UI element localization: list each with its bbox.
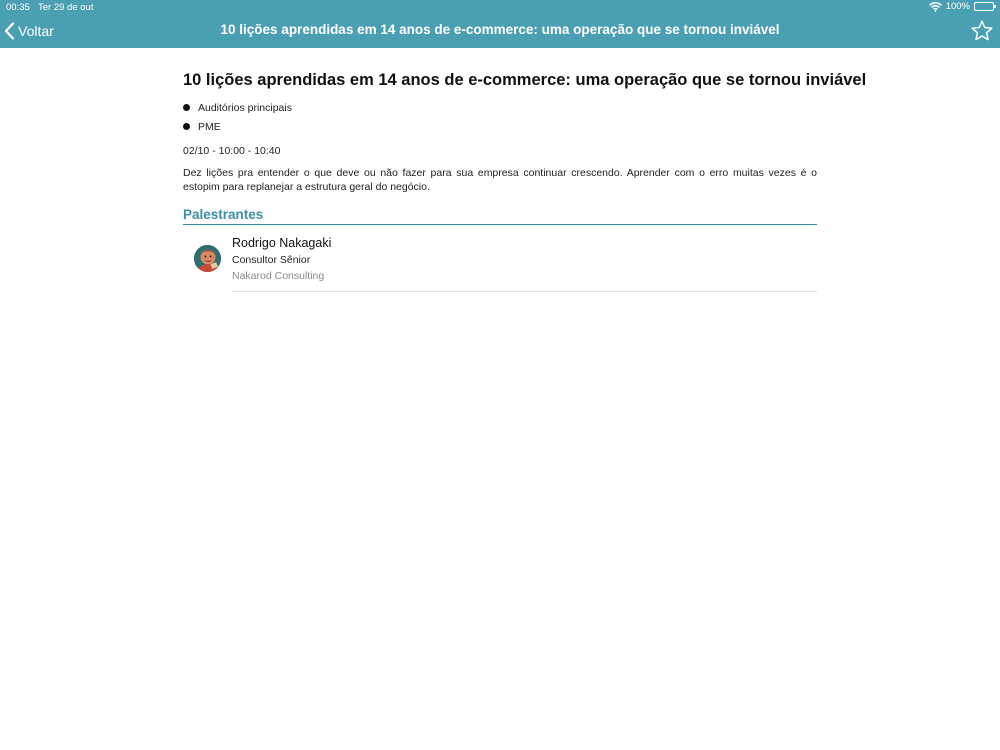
speakers-section-header: Palestrantes [183,207,817,225]
session-tags [183,98,817,136]
wifi-icon [929,2,942,12]
battery-icon [974,2,994,11]
session-description: Dez lições pra entender o que deve ou não fazer para sua empresa continuar crescendo. Aprender com o erro muitas vezes é o estopim para replanejar a estrutura geral do negócio. [183,167,817,193]
tag-label: Auditórios principais [198,101,292,114]
star-outline-icon[interactable] [970,19,994,43]
chevron-left-icon [4,22,15,40]
tag-item [183,98,817,117]
speaker-name: Rodrigo Nakagaki [232,236,332,250]
speaker-photo [194,245,221,272]
nav-title: 10 lições aprendidas em 14 anos de e-commerce: uma operação que se tornou inviável [220,22,780,37]
tag-item [183,117,817,136]
navigation-bar [0,0,1000,48]
status-right [929,1,994,12]
battery-percent: 100% [945,1,970,12]
status-date: Ter 29 de out [38,2,94,13]
session-title: 10 lições aprendidas em 14 anos de e-commerce: uma operação que se tornou inviável [183,71,867,89]
session-detail [183,70,867,292]
speaker-company: Nakarod Consulting [232,270,325,282]
speaker-info [232,236,817,292]
speaker-role: Consultor Sênior [232,254,311,266]
tag-label: PME [198,120,221,133]
bullet-icon [183,123,190,130]
session-datetime: 02/10 - 10:00 - 10:40 [183,145,281,157]
avatar [194,245,221,272]
back-button-label: Voltar [18,23,54,39]
speaker-row[interactable] [183,225,817,292]
back-button[interactable] [4,19,54,43]
bullet-icon [183,104,190,111]
status-time: 00:35 [6,2,30,13]
status-bar [0,0,1000,15]
